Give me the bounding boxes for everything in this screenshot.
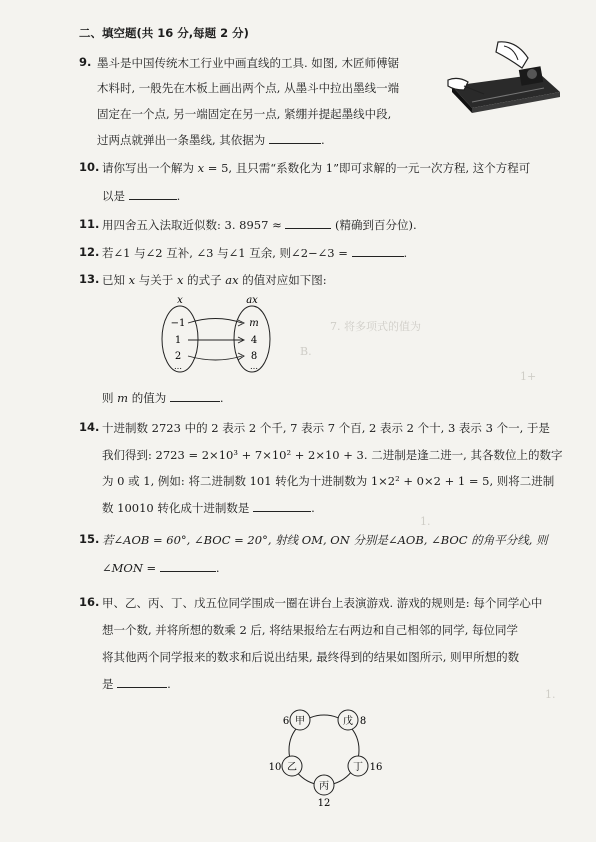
q16-line4: 是 . [102,677,171,691]
mapping-left-4: … [174,362,182,371]
mapping-left-header: x [177,295,183,306]
mapping-left-3: 2 [174,351,182,362]
q16-number: 16. [79,595,100,609]
q12-line: 若∠1 与∠2 互补, ∠3 与∠1 互余, 则∠2−∠3 = . [102,246,408,260]
q13-text-b: 与关于 [135,273,177,287]
q15-line2-text: ∠MON = [102,561,157,575]
q10-number: 10. [79,160,100,174]
q14-answer-blank[interactable] [253,500,311,512]
q13-var-ax: ax [225,273,239,287]
q9-line3: 固定在一个点, 另一端固定在另一点, 紧绷并提起墨线中段, [97,107,392,121]
q14-line4: 数 10010 转化成十进制数是 . [102,501,315,515]
q14-line4-text: 数 10010 转化成十进制数是 [102,501,250,515]
q13-var-x: x [128,273,136,287]
q13-var-x-2: x [176,273,184,287]
q13-answer-line: 则 m 的值为 . [102,391,224,405]
q11-number: 11. [79,217,100,231]
value-jia: 6 [282,716,290,727]
mapping-right-2: 4 [250,335,258,346]
q13-line [102,272,327,288]
node-wu-label: 戊 [343,716,353,727]
q10-text-a: 请你写出一个解为 [102,161,198,175]
q9-line2: 木料时, 一般先在木板上画出两个点, 从墨斗中拉出墨线一端 [97,81,400,95]
q16-line3: 将其他两个同学报来的数求和后说出结果, 最终得到的结果如图所示, 则甲所想的数 [102,650,520,664]
ink-line-tool-illustration [444,40,570,116]
q16-answer-blank[interactable] [117,676,167,688]
q14-line1: 十进制数 2723 中的 2 表示 2 个千, 7 表示 7 个百, 2 表示 2 个十, 3 表示 3 个一, 于是 [102,421,550,435]
q14-line3: 为 0 或 1, 例如: 将二进制数 101 转化为十进制数为 1×2² + 0×2 + 1 = 5, 则将二进制 [102,474,555,488]
q10-var-x: x [197,161,205,175]
q13-var-m: m [117,391,129,405]
q13-number: 13. [79,272,100,286]
q11-line [102,217,417,233]
mapping-left-2: 1 [174,335,182,346]
q13-mapping-diagram [150,294,280,376]
mapping-right-4: … [250,362,258,371]
value-ding: 16 [369,762,383,773]
node-yi-label: 乙 [287,762,297,773]
value-wu: 8 [359,716,367,727]
q16-circle-diagram [262,700,392,812]
value-bing: 12 [317,798,331,809]
q13-answer-blank[interactable] [170,390,220,402]
q14-number: 14. [79,420,100,434]
q14-line2: 我们得到: 2723 = 2×10³ + 7×10² + 2×10 + 3. 二进制是逢二进一, 其各数位上的数字 [102,448,563,462]
q15-line1: 若∠AOB = 60°, ∠BOC = 20°, 射线 OM, ON 分别是∠AOB, ∠BOC 的角平分线, 则 [102,533,548,547]
q10-line2-text: 以是 [102,189,125,203]
q13-after-a: 则 [102,391,118,405]
q12-number: 12. [79,245,100,259]
mapping-right-3: 8 [250,351,258,362]
q9-line4: 过两点就弹出一条墨线, 其依据为 . [97,133,325,147]
q15-answer-blank[interactable] [160,560,216,572]
section-title: 二、填空题(共 16 分,每题 2 分) [79,26,249,40]
q10-text-b: = 5, 且只需“系数化为 1”即可求解的一元一次方程, 这个方程可 [204,161,531,175]
node-ding-label: 丁 [353,762,363,773]
mapping-right-1: m [249,318,259,329]
q11-text-a: 用四舍五入法取近似数: 3. 8957 ≈ [102,218,286,232]
q16-line2: 想一个数, 并将所想的数乘 2 后, 将结果报给左右两边和自己相邻的同学, 每位同学 [102,623,519,637]
q10-line1 [102,160,530,176]
q12-answer-blank[interactable] [352,245,404,257]
q10-answer-blank[interactable] [129,188,177,200]
mapping-right-header: ax [246,295,258,306]
q11-text-b: (精确到百分位). [335,218,417,232]
q9-line1: 墨斗是中国传统木工行业中画直线的工具. 如图, 木匠师傅锯 [97,56,400,70]
q9-answer-blank[interactable] [269,132,321,144]
q16-line4-text: 是 [102,677,114,691]
q15-line2: ∠MON = . [102,561,220,575]
q10-line2: 以是 . [102,189,181,203]
q13-text-a: 已知 [102,273,129,287]
q11-answer-blank[interactable] [285,217,331,229]
q9-number: 9. [79,55,92,69]
q13-text-c: 的式子 [183,273,226,287]
q16-line1: 甲、乙、丙、丁、戊五位同学围成一圈在讲台上表演游戏. 游戏的规则是: 每个同学心中 [102,596,543,610]
q15-number: 15. [79,532,100,546]
node-bing-label: 丙 [319,781,329,792]
q13-text-d: 的值对应如下图: [238,273,327,287]
mapping-left-1: −1 [170,318,186,329]
q12-text: 若∠1 与∠2 互补, ∠3 与∠1 互余, 则∠2−∠3 = [102,246,348,260]
value-yi: 10 [268,762,282,773]
node-jia-label: 甲 [295,716,305,727]
q9-line4-text: 过两点就弹出一条墨线, 其依据为 [97,133,266,147]
q13-after-b: 的值为 [128,391,167,405]
